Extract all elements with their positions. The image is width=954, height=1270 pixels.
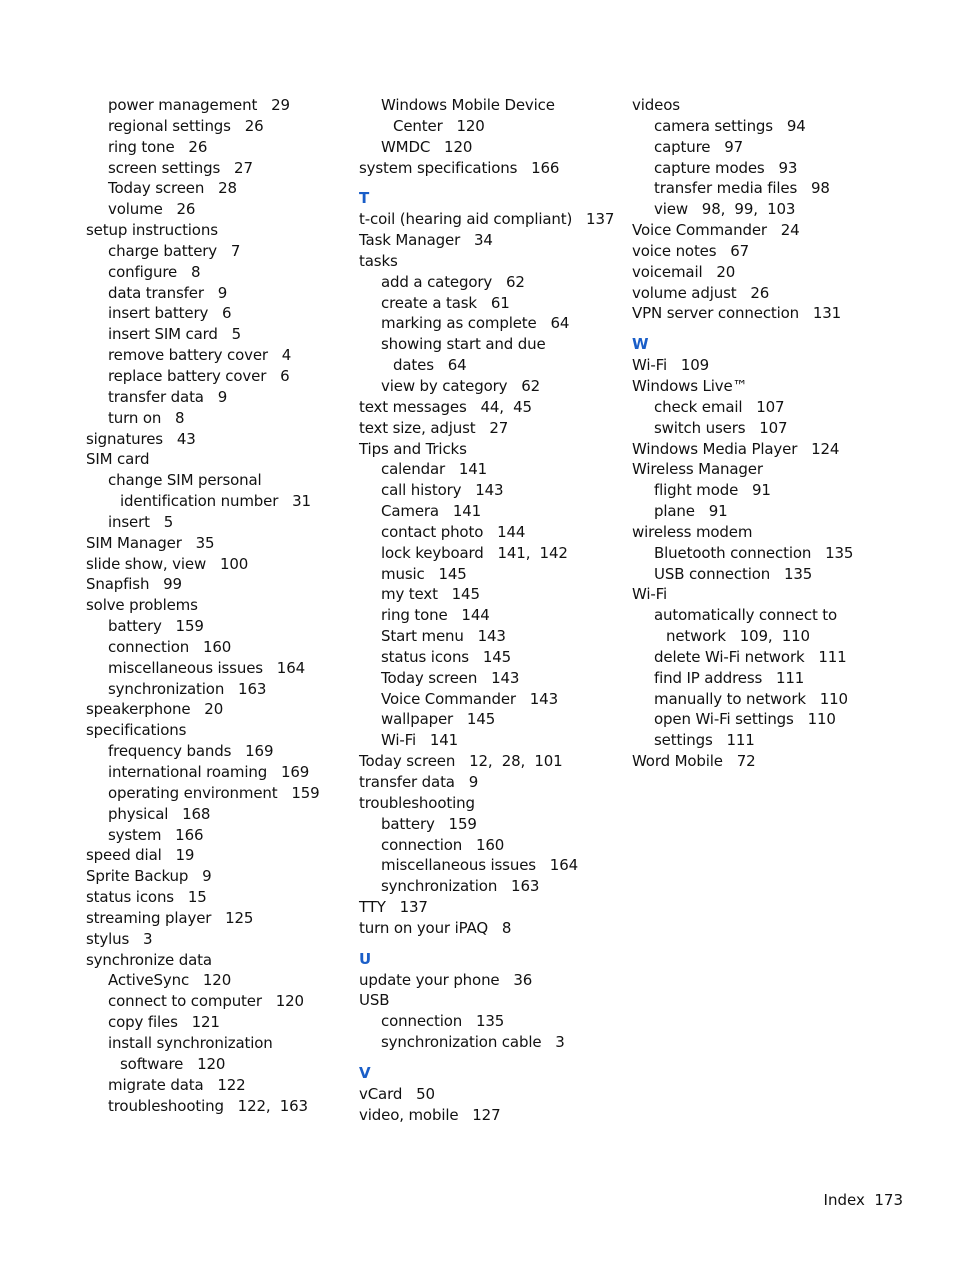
index-entry: stylus 3 — [86, 929, 153, 948]
index-subentry: turn on 8 — [108, 408, 185, 427]
index-subentry: synchronization 163 — [381, 877, 540, 896]
index-subentry: status icons 145 — [381, 647, 512, 666]
index-subentry: international roaming 169 — [108, 763, 310, 781]
index-entry: VPN server connection 131 — [632, 304, 842, 323]
index-subentry: my text 145 — [381, 585, 480, 604]
index-subentry: charge battery 7 — [108, 241, 241, 260]
section-letter: V — [359, 1063, 371, 1082]
index-subentry: showing start and due — [381, 335, 546, 354]
index-entry: slide show, view 100 — [86, 554, 249, 573]
index-entry: vCard 50 — [359, 1084, 435, 1103]
index-subentry: view 98, 99, 103 — [654, 200, 796, 219]
index-entry: turn on your iPAQ 8 — [359, 918, 512, 937]
index-subentry: marking as complete 64 — [381, 314, 570, 333]
index-subentry: frequency bands 169 — [108, 742, 274, 761]
section-letter: U — [359, 949, 372, 968]
index-subentry: automatically connect to — [654, 606, 838, 625]
index-entry: Sprite Backup 9 — [86, 867, 212, 886]
index-subentry: calendar 141 — [381, 460, 488, 479]
index-entry: update your phone 36 — [359, 970, 533, 989]
index-entry: SIM card — [86, 450, 150, 469]
index-subentry: connection 160 — [108, 637, 232, 656]
index-subentry: ActiveSync 120 — [108, 971, 232, 990]
index-subentry: delete Wi-Fi network 111 — [654, 647, 847, 666]
index-subentry: configure 8 — [108, 262, 201, 281]
index-entry: Voice Commander 24 — [632, 221, 800, 240]
index-subentry: synchronization cable 3 — [381, 1033, 565, 1052]
index-subentry: lock keyboard 141, 142 — [381, 543, 568, 562]
index-entry: tasks — [359, 251, 398, 270]
index-subentry: volume 26 — [108, 200, 196, 219]
index-subentry: check email 107 — [654, 397, 785, 416]
index-subentry: copy files 121 — [108, 1013, 220, 1032]
index-entry: status icons 15 — [86, 888, 207, 907]
index-entry: SIM Manager 35 — [86, 533, 215, 552]
index-subentry: insert SIM card 5 — [108, 325, 242, 344]
index-subentry: Camera 141 — [381, 502, 481, 521]
index-subentry: wallpaper 145 — [381, 710, 496, 729]
index-subentry: camera settings 94 — [654, 116, 806, 135]
index-subentry: connection 135 — [381, 1012, 505, 1031]
index-entry: Windows Live™ — [632, 376, 748, 395]
index-subentry: system 166 — [108, 825, 204, 844]
index-subentry: troubleshooting 122, 163 — [108, 1096, 308, 1115]
index-subentry: replace battery cover 6 — [108, 366, 290, 385]
index-subentry: Today screen 143 — [381, 668, 520, 687]
section-letter: T — [359, 189, 370, 208]
index-subentry: migrate data 122 — [108, 1075, 246, 1094]
index-subentry: create a task 61 — [381, 293, 510, 312]
index-entry: speed dial 19 — [86, 846, 195, 865]
index-entry: troubleshooting — [359, 793, 475, 812]
index-subentry-continuation: dates 64 — [393, 356, 467, 375]
index-subentry: open Wi-Fi settings 110 — [654, 710, 836, 729]
index-subentry: regional settings 26 — [108, 116, 264, 135]
index-subentry: settings 111 — [654, 731, 755, 750]
index-column-3 — [632, 95, 894, 772]
index-entry: Tips and Tricks — [359, 439, 467, 458]
index-subentry: connect to computer 120 — [108, 992, 304, 1011]
index-subentry: WMDC 120 — [381, 137, 473, 156]
index-entry: streaming player 125 — [86, 908, 254, 927]
index-subentry: physical 168 — [108, 804, 211, 823]
index-entry: volume adjust 26 — [632, 283, 770, 302]
index-subentry: contact photo 144 — [381, 522, 526, 541]
index-subentry: view by category 62 — [381, 376, 541, 395]
index-entry: t-coil (hearing aid compliant) 137 — [359, 210, 615, 229]
index-subentry: transfer data 9 — [108, 387, 228, 406]
index-entry: TTY 137 — [359, 898, 428, 917]
index-subentry: call history 143 — [381, 481, 504, 500]
index-subentry: data transfer 9 — [108, 283, 228, 302]
index-subentry: insert 5 — [108, 512, 174, 531]
index-subentry: battery 159 — [381, 814, 477, 833]
index-subentry: operating environment 159 — [108, 783, 320, 802]
index-subentry: ring tone 144 — [381, 606, 490, 625]
page-footer: Index 173 — [823, 1191, 903, 1209]
index-entry: voicemail 20 — [632, 262, 736, 281]
index-subentry: music 145 — [381, 564, 467, 583]
index-subentry: Wi-Fi 141 — [381, 731, 459, 750]
index-subentry: Windows Mobile Device — [381, 96, 555, 114]
index-subentry: Voice Commander 143 — [381, 689, 558, 708]
index-entry: video, mobile 127 — [359, 1105, 501, 1124]
index-entry: system specifications 166 — [359, 158, 560, 177]
index-entry: wireless modem — [632, 522, 753, 541]
index-entry: Wi-Fi 109 — [632, 356, 710, 375]
index-subentry: Today screen 28 — [108, 179, 237, 198]
index-subentry: find IP address 111 — [654, 668, 805, 687]
index-subentry: change SIM personal — [108, 471, 262, 490]
index-subentry: Start menu 143 — [381, 627, 506, 646]
index-subentry: switch users 107 — [654, 418, 788, 437]
index-entry: voice notes 67 — [632, 241, 750, 260]
index-subentry: synchronization 163 — [108, 679, 267, 698]
index-subentry: capture modes 93 — [654, 158, 798, 177]
index-entry: setup instructions — [86, 221, 218, 240]
index-subentry: screen settings 27 — [108, 158, 253, 177]
index-subentry: miscellaneous issues 164 — [381, 856, 578, 875]
index-entry: Word Mobile 72 — [632, 752, 756, 771]
index-column-2 — [359, 95, 621, 1126]
index-subentry-continuation: software 120 — [120, 1054, 226, 1073]
index-entry: Snapfish 99 — [86, 575, 182, 594]
index-subentry: USB connection 135 — [654, 564, 813, 583]
index-entry: solve problems — [86, 596, 198, 615]
section-letter: W — [632, 335, 649, 354]
index-subentry: battery 159 — [108, 617, 204, 636]
index-entry: synchronize data — [86, 950, 212, 969]
index-entry: Task Manager 34 — [359, 231, 493, 250]
index-entry: specifications — [86, 721, 187, 740]
index-entry: transfer data 9 — [359, 773, 479, 791]
index-entry: speakerphone 20 — [86, 700, 224, 719]
index-entry: Wireless Manager — [632, 460, 763, 479]
index-entry: Today screen 12, 28, 101 — [359, 752, 563, 771]
index-subentry: remove battery cover 4 — [108, 346, 292, 365]
index-subentry: capture 97 — [654, 137, 744, 156]
index-subentry: flight mode 91 — [654, 481, 771, 500]
index-subentry-continuation: network 109, 110 — [666, 627, 810, 646]
index-subentry: connection 160 — [381, 835, 505, 854]
index-entry: signatures 43 — [86, 429, 196, 448]
index-entry: Wi-Fi — [632, 585, 668, 604]
index-subentry: miscellaneous issues 164 — [108, 658, 305, 677]
index-subentry: install synchronization — [108, 1033, 273, 1052]
index-subentry: transfer media files 98 — [654, 179, 830, 198]
index-entry: text size, adjust 27 — [359, 418, 509, 437]
index-entry: videos — [632, 96, 680, 114]
index-subentry: add a category 62 — [381, 272, 525, 291]
index-column-1 — [86, 95, 348, 1116]
index-subentry-continuation: identification number 31 — [120, 492, 311, 511]
index-subentry: plane 91 — [654, 502, 728, 521]
index-subentry-continuation: Center 120 — [393, 116, 485, 135]
index-entry: Windows Media Player 124 — [632, 439, 840, 458]
index-subentry: power management 29 — [108, 96, 290, 114]
index-subentry: Bluetooth connection 135 — [654, 543, 854, 562]
index-subentry: ring tone 26 — [108, 137, 208, 156]
index-subentry: manually to network 110 — [654, 689, 848, 708]
index-entry: text messages 44, 45 — [359, 397, 532, 416]
index-subentry: insert battery 6 — [108, 304, 232, 323]
index-entry: USB — [359, 991, 390, 1010]
